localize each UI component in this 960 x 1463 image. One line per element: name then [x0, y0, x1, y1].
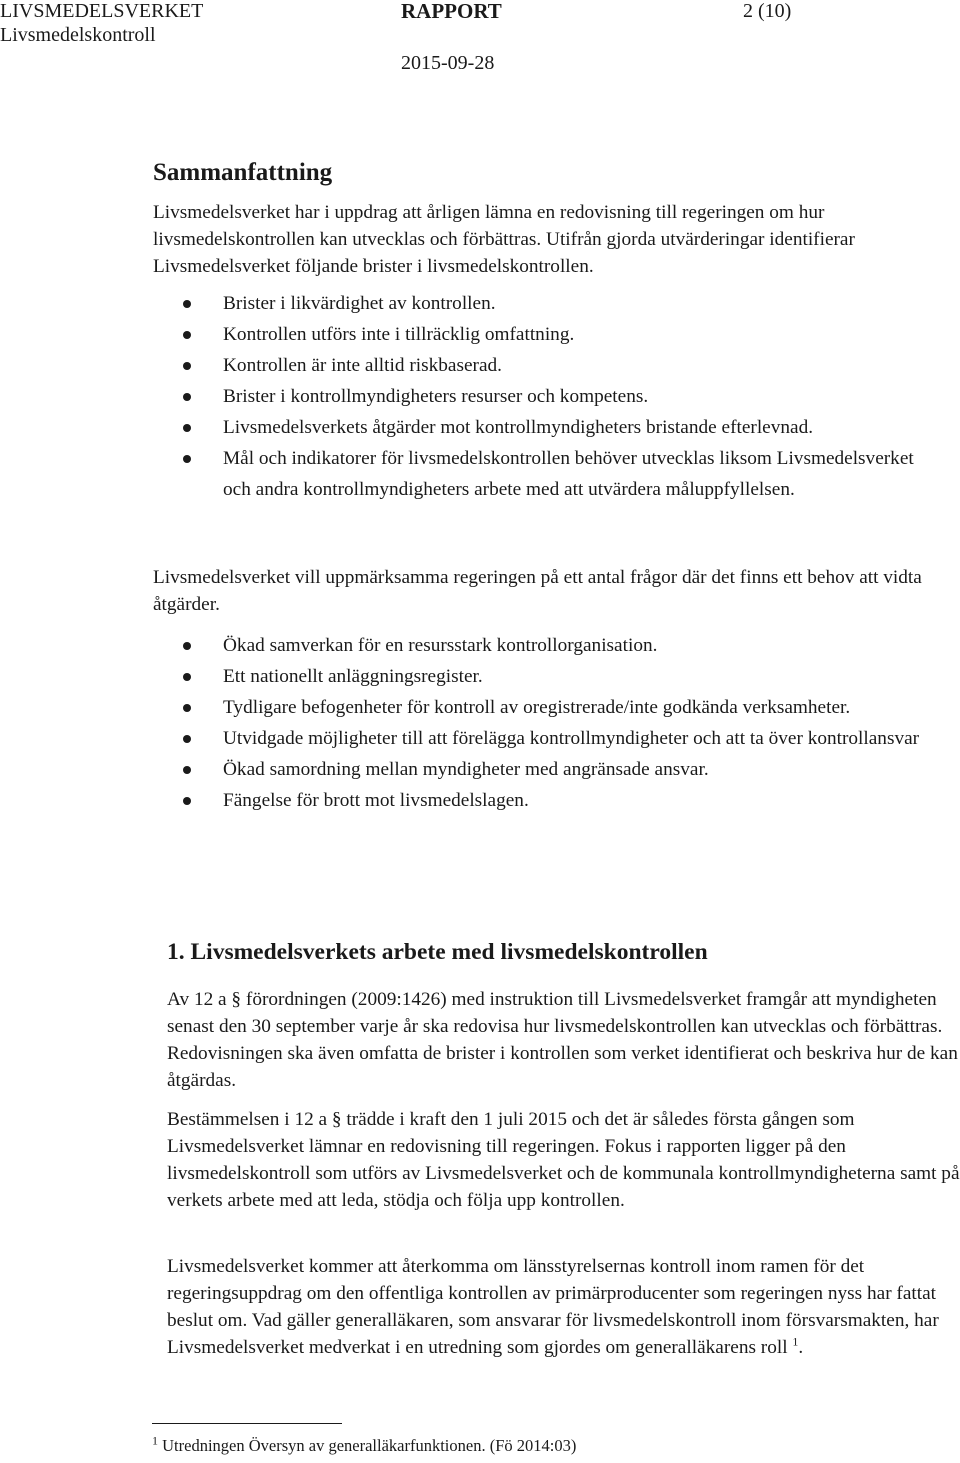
bullet-icon	[183, 642, 191, 650]
section-paragraph-3: Livsmedelsverket kommer att återkomma om länsstyrelsernas kontroll inom ramen för det regeringsuppdrag om den offentliga kontrollen av primärproducenter som regeringen nyss har fattat beslut om. Vad gäller generalläkaren, som ansvarar för livsmedelskontroll inom försvarsmakten, har Livsmedelsverket medverkat i en utredning som gjordes om generalläkarens roll $^1$.	[167, 1256, 939, 1358]
bullet-icon	[183, 797, 191, 805]
list-item: Ökad samordning mellan myndigheter med angränsade ansvar.	[183, 754, 943, 785]
list-item: Kontrollen är inte alltid riskbaserad.	[183, 350, 943, 381]
header-org: LIVSMEDELSVERKET	[0, 0, 204, 22]
bullet-icon	[183, 673, 191, 681]
section-paragraph-1: Av 12 a § förordningen (2009:1426) med instruktion till Livsmedelsverket framgår att myndigheten senast den 30 september varje år ska redovisa hur livsmedelskontrollen kan utvecklas och förbättras. Redovisningen ska även omfatta de brister i kontrollen som verket identifierat och beskriva hur de kan åtgärdas.	[167, 989, 958, 1091]
footnote-ref: 1	[792, 1334, 799, 1349]
summary-intro: Livsmedelsverket har i uppdrag att årligen lämna en redovisning till regeringen om hur livsmedelskontrollen kan utvecklas och förbättras. Utifrån gjorda utvärderingar identifierar Livsmedelsverket följande brister i livsmedelskontrollen.	[153, 202, 855, 277]
bullet-icon	[183, 424, 191, 432]
list-item: Brister i likvärdighet av kontrollen.	[183, 288, 943, 319]
header-department: Livsmedelskontroll	[0, 24, 156, 46]
section-paragraph-2: Bestämmelsen i 12 a § trädde i kraft den 1 juli 2015 och det är således första gången som Livsmedelsverket lämnar en redovisning till regeringen. Fokus i rapporten ligger på den livsmedelskontroll som utförs av Livsmedelsverket och de kommunala kontrollmyndigheterna samt på verkets arbete med att leda, stödja och följa upp kontrollen.	[167, 1109, 960, 1211]
list-item: Fängelse för brott mot livsmedelslagen.	[183, 785, 943, 816]
measures-list	[183, 630, 943, 816]
list-item: Livsmedelsverkets åtgärder mot kontrollmyndigheters bristande efterlevnad.	[183, 412, 943, 443]
header-date: 2015-09-28	[401, 52, 495, 74]
summary-heading: Sammanfattning	[153, 159, 333, 186]
bullet-icon	[183, 393, 191, 401]
footnote-number: 1	[152, 1433, 158, 1448]
shortcomings-list	[183, 288, 943, 505]
bullet-icon	[183, 455, 191, 463]
bullet-icon	[183, 331, 191, 339]
section-heading: 1. Livsmedelsverkets arbete med livsmedelskontrollen	[167, 939, 708, 965]
footnote	[152, 1433, 577, 1456]
bullet-icon	[183, 362, 191, 370]
list-item: Ökad samverkan för en resursstark kontrollorganisation.	[183, 630, 943, 661]
list-item: Ett nationellt anläggningsregister.	[183, 661, 943, 692]
list-item: Tydligare befogenheter för kontroll av oregistrerade/inte godkända verksamheter.	[183, 692, 943, 723]
bullet-icon	[183, 704, 191, 712]
bullet-icon	[183, 766, 191, 774]
bullet-icon	[183, 300, 191, 308]
footnote-divider	[152, 1423, 342, 1424]
list-item: Utvidgade möjligheter till att förelägga kontrollmyndigheter och att ta över kontrollansvar	[183, 723, 943, 754]
bullet-icon	[183, 735, 191, 743]
footnote-text: Utredningen Översyn av generalläkarfunktionen. (Fö 2014:03)	[162, 1436, 577, 1455]
header-doc-type: RAPPORT	[401, 0, 502, 23]
header-page-number: 2 (10)	[743, 0, 792, 22]
list-item: Kontrollen utförs inte i tillräcklig omfattning.	[183, 319, 943, 350]
list-item: Mål och indikatorer för livsmedelskontrollen behöver utvecklas liksom Livsmedelsverket och andra kontrollmyndigheters arbete med att utvärdera måluppfyllelsen.	[183, 443, 943, 505]
list-item: Brister i kontrollmyndigheters resurser och kompetens.	[183, 381, 943, 412]
attention-paragraph: Livsmedelsverket vill uppmärksamma regeringen på ett antal frågor där det finns ett behov att vidta åtgärder.	[153, 567, 922, 615]
